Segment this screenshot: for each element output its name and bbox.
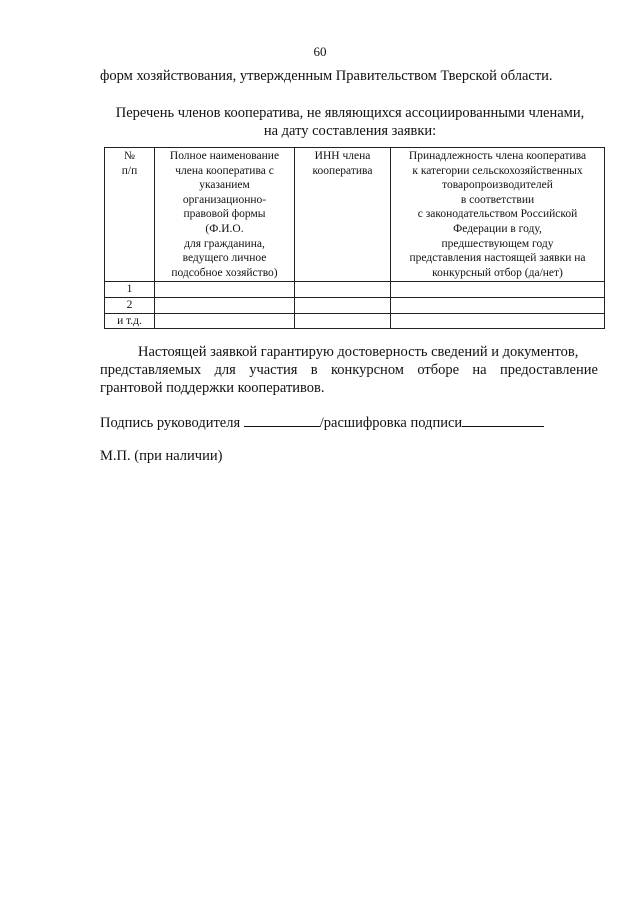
list-heading bbox=[90, 104, 610, 140]
table-row bbox=[105, 282, 605, 298]
list-heading-line-2: на дату составления заявки: bbox=[263, 123, 437, 139]
continued-text-line: форм хозяйствования, утвержденным Правительством Тверской области. bbox=[100, 68, 553, 84]
table-header-row bbox=[105, 148, 605, 282]
word: конкурсном bbox=[330, 362, 404, 378]
column-header-number: № п/п bbox=[105, 148, 155, 282]
table-cell-inn bbox=[295, 313, 391, 329]
signature-label: Подпись руководителя bbox=[100, 415, 241, 431]
word: предоставление bbox=[499, 362, 598, 378]
table-row bbox=[105, 313, 605, 329]
table-cell-full-name bbox=[155, 297, 295, 313]
signature-decoding-label: /расшифровка подписи bbox=[319, 415, 463, 431]
table-cell-producer-category bbox=[391, 313, 605, 329]
signature-blank[interactable] bbox=[244, 412, 320, 427]
list-heading-line-1: Перечень членов кооператива, не являющихся ассоциированными членами, bbox=[115, 105, 585, 121]
table-cell-inn bbox=[295, 297, 391, 313]
word: отборе bbox=[417, 362, 460, 378]
signature-line bbox=[100, 412, 580, 432]
page-number: 60 bbox=[313, 44, 327, 59]
table-cell-producer-category bbox=[391, 282, 605, 298]
column-header-producer-category: Принадлежность члена кооператива к категории сельскохозяйственных товаропроизводителей в соответствии с законодательством Российской Федерации в году, предшествующем году представления настоящей заявки на конкурсный отбор (да/нет) bbox=[391, 148, 605, 282]
stamp-placeholder: М.П. (при наличии) bbox=[100, 448, 223, 464]
word: в bbox=[310, 362, 318, 378]
table-cell-full-name bbox=[155, 313, 295, 329]
word: участия bbox=[249, 362, 298, 378]
members-table bbox=[104, 147, 605, 329]
table-cell-number: 2 bbox=[105, 297, 155, 313]
column-header-full-name: Полное наименование члена кооператива с указанием организационно- правовой формы (Ф.И.О. для гражданина, ведущего личное подсобное хозяйство) bbox=[155, 148, 295, 282]
table-row bbox=[105, 297, 605, 313]
guarantee-paragraph-line-1: Настоящей заявкой гарантирую достоверность сведений и документов, bbox=[138, 344, 579, 360]
word: на bbox=[472, 362, 487, 378]
guarantee-paragraph-line-2 bbox=[100, 361, 598, 379]
column-header-inn: ИНН члена кооператива bbox=[295, 148, 391, 282]
word: для bbox=[214, 362, 236, 378]
table-cell-inn bbox=[295, 282, 391, 298]
table-cell-number: 1 bbox=[105, 282, 155, 298]
table-cell-producer-category bbox=[391, 297, 605, 313]
guarantee-paragraph bbox=[100, 343, 598, 397]
word: представляемых bbox=[100, 362, 202, 378]
table-cell-number: и т.д. bbox=[105, 313, 155, 329]
table-cell-full-name bbox=[155, 282, 295, 298]
signature-decoding-blank[interactable] bbox=[462, 412, 544, 427]
guarantee-paragraph-line-3: грантовой поддержки кооперативов. bbox=[100, 380, 325, 396]
